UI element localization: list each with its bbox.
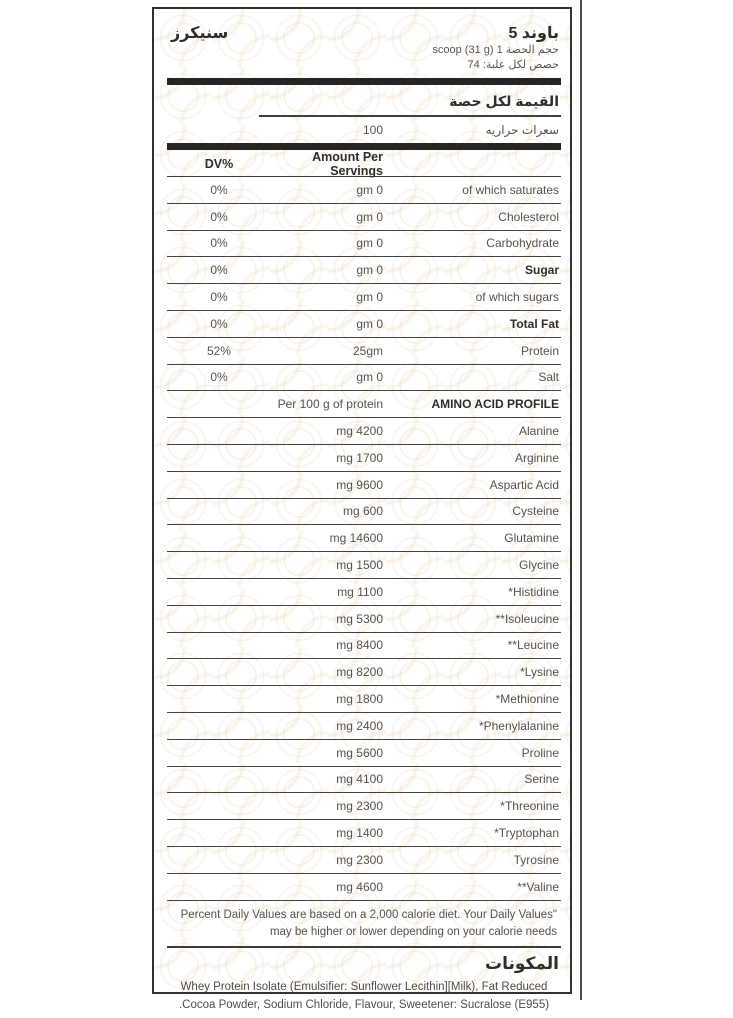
amino-amount-value: mg 9600 <box>336 477 383 492</box>
amino-name: Glutamine <box>504 531 559 546</box>
amount-column-header: Amount Per Servings <box>312 150 383 178</box>
amino-amount-value: mg 2300 <box>336 852 383 867</box>
dv-value: 0% <box>210 263 228 278</box>
amino-row <box>167 418 561 445</box>
label-header <box>167 19 561 43</box>
amino-name: Tyrosine <box>513 852 559 867</box>
amino-acid-table <box>167 418 561 900</box>
amino-row <box>167 445 561 472</box>
dv-value: 0% <box>210 316 228 331</box>
table-row <box>167 284 561 311</box>
amino-name: *Methionine <box>495 692 559 707</box>
daily-values-footnote <box>167 901 561 946</box>
amino-amount-value: mg 2300 <box>336 799 383 814</box>
amount-value: gm 0 <box>356 316 383 331</box>
dv-column-header: DV% <box>204 157 234 171</box>
thick-divider-calories <box>167 143 561 150</box>
table-row <box>167 365 561 392</box>
dv-value: 0% <box>210 182 228 197</box>
amino-amount-value: mg 4100 <box>336 772 383 787</box>
amino-row <box>167 472 561 499</box>
dv-value: 0% <box>210 290 228 305</box>
amino-row <box>167 793 561 820</box>
amino-name: *Lysine <box>520 665 559 680</box>
product-size-title: 5 باوند <box>508 25 559 42</box>
label-content <box>154 9 570 1018</box>
nutrient-name: Salt <box>538 370 559 385</box>
ingredients-title: المكونات <box>484 953 559 973</box>
amino-basis-label: Per 100 g of protein <box>277 397 383 412</box>
brand-name: سنيكرز <box>171 25 229 42</box>
amino-amount-value: mg 600 <box>342 504 383 519</box>
nutrient-name: Cholesterol <box>498 209 559 224</box>
calories-row <box>167 117 561 143</box>
nutrition-label <box>152 7 572 1011</box>
amino-name: Alanine <box>518 424 559 439</box>
amino-amount-value: mg 8400 <box>336 638 383 653</box>
amino-amount-value: mg 1700 <box>336 450 383 465</box>
footnote-line-1: Percent Daily Values are based on a 2,000 calorie diet. Your Daily Values" <box>180 908 557 921</box>
amino-row <box>167 525 561 552</box>
amino-amount-value: mg 2400 <box>336 718 383 733</box>
amino-row <box>167 847 561 874</box>
table-row <box>167 338 561 365</box>
ingredients-line-2: .Cocoa Powder, Sodium Chloride, Flavour, Sweetener: Sucralose (E955) <box>178 998 550 1011</box>
amino-name: *Phenylalanine <box>478 718 559 733</box>
amino-name: **Isoleucine <box>495 611 559 626</box>
amino-name: Glycine <box>518 558 559 573</box>
amino-amount-value: mg 5600 <box>336 745 383 760</box>
calories-value: 100 <box>362 123 383 137</box>
dv-value: 0% <box>210 236 228 251</box>
amino-row <box>167 552 561 579</box>
amino-row <box>167 713 561 740</box>
amount-value: gm 0 <box>356 263 383 278</box>
amino-name: **Leucine <box>507 638 559 653</box>
amino-row <box>167 659 561 686</box>
amino-amount-value: mg 1100 <box>337 584 383 599</box>
amino-row <box>167 767 561 794</box>
nutrient-name: Total Fat <box>509 316 559 331</box>
amino-row <box>167 686 561 713</box>
footnote-line-2: may be higher or lower depending on your calorie needs <box>269 925 557 938</box>
per-serving-heading: القيمة لكل حصة <box>449 93 559 109</box>
amino-amount-value: mg 1400 <box>336 826 383 841</box>
table-row <box>167 177 561 204</box>
dv-value: 0% <box>210 370 228 385</box>
amino-row <box>167 606 561 633</box>
amino-amount-value: mg 8200 <box>336 665 383 680</box>
nutrition-table <box>167 177 561 391</box>
ingredients-line-1: Whey Protein Isolate (Emulsifier: Sunflower Lecithin][Milk), Fat Reduced <box>180 980 548 993</box>
amount-value: gm 0 <box>356 182 383 197</box>
calories-label: سعرات حراريه <box>485 123 559 137</box>
table-row <box>167 257 561 284</box>
amino-name: Aspartic Acid <box>489 477 559 492</box>
amino-row <box>167 633 561 660</box>
amount-value: 25gm <box>352 343 383 358</box>
serving-size-text: حجم الحصة 1 scoop (31 g) <box>432 44 559 56</box>
amino-profile-title: AMINO ACID PROFILE <box>431 397 559 412</box>
table-row <box>167 311 561 338</box>
ingredients-text <box>167 976 561 1018</box>
amino-name: Proline <box>521 745 559 760</box>
amino-name: **Valine <box>517 879 559 894</box>
nutrient-name: Sugar <box>524 263 559 278</box>
amino-row <box>167 820 561 847</box>
amino-amount-value: mg 4200 <box>336 424 383 439</box>
table-row <box>167 204 561 231</box>
amount-value: gm 0 <box>356 236 383 251</box>
amount-value: gm 0 <box>356 209 383 224</box>
amino-amount-value: mg 1500 <box>336 558 383 573</box>
nutrient-name: of which sugars <box>475 290 559 305</box>
thick-divider-top <box>167 78 561 85</box>
amino-name: Cysteine <box>512 504 559 519</box>
servings-per-container-text: حصص لكل علبة: 74 <box>467 59 559 71</box>
dv-value: 0% <box>210 209 228 224</box>
amino-amount-value: mg 14600 <box>329 531 383 546</box>
amino-row <box>167 740 561 767</box>
nutrient-name: of which saturates <box>462 182 559 197</box>
amino-name: *Tryptophan <box>494 826 559 841</box>
amino-acid-header-row <box>167 391 561 418</box>
nutrient-name: Protein <box>520 343 559 358</box>
amino-amount-value: mg 4600 <box>336 879 383 894</box>
amino-amount-value: mg 5300 <box>336 611 383 626</box>
dv-value: 52% <box>206 343 232 358</box>
nutrient-name: Carbohydrate <box>486 236 559 251</box>
amount-value: gm 0 <box>356 290 383 305</box>
amino-row <box>167 499 561 526</box>
amount-value: gm 0 <box>356 370 383 385</box>
amino-name: Arginine <box>514 450 559 465</box>
amino-row <box>167 874 561 901</box>
amino-amount-value: mg 1800 <box>336 692 383 707</box>
amino-name: *Threonine <box>500 799 559 814</box>
amino-row <box>167 579 561 606</box>
table-header-row <box>167 150 561 177</box>
amino-name: Serine <box>524 772 559 787</box>
table-row <box>167 231 561 258</box>
amino-name: *Histidine <box>508 584 559 599</box>
page-edge-line <box>580 0 582 1000</box>
